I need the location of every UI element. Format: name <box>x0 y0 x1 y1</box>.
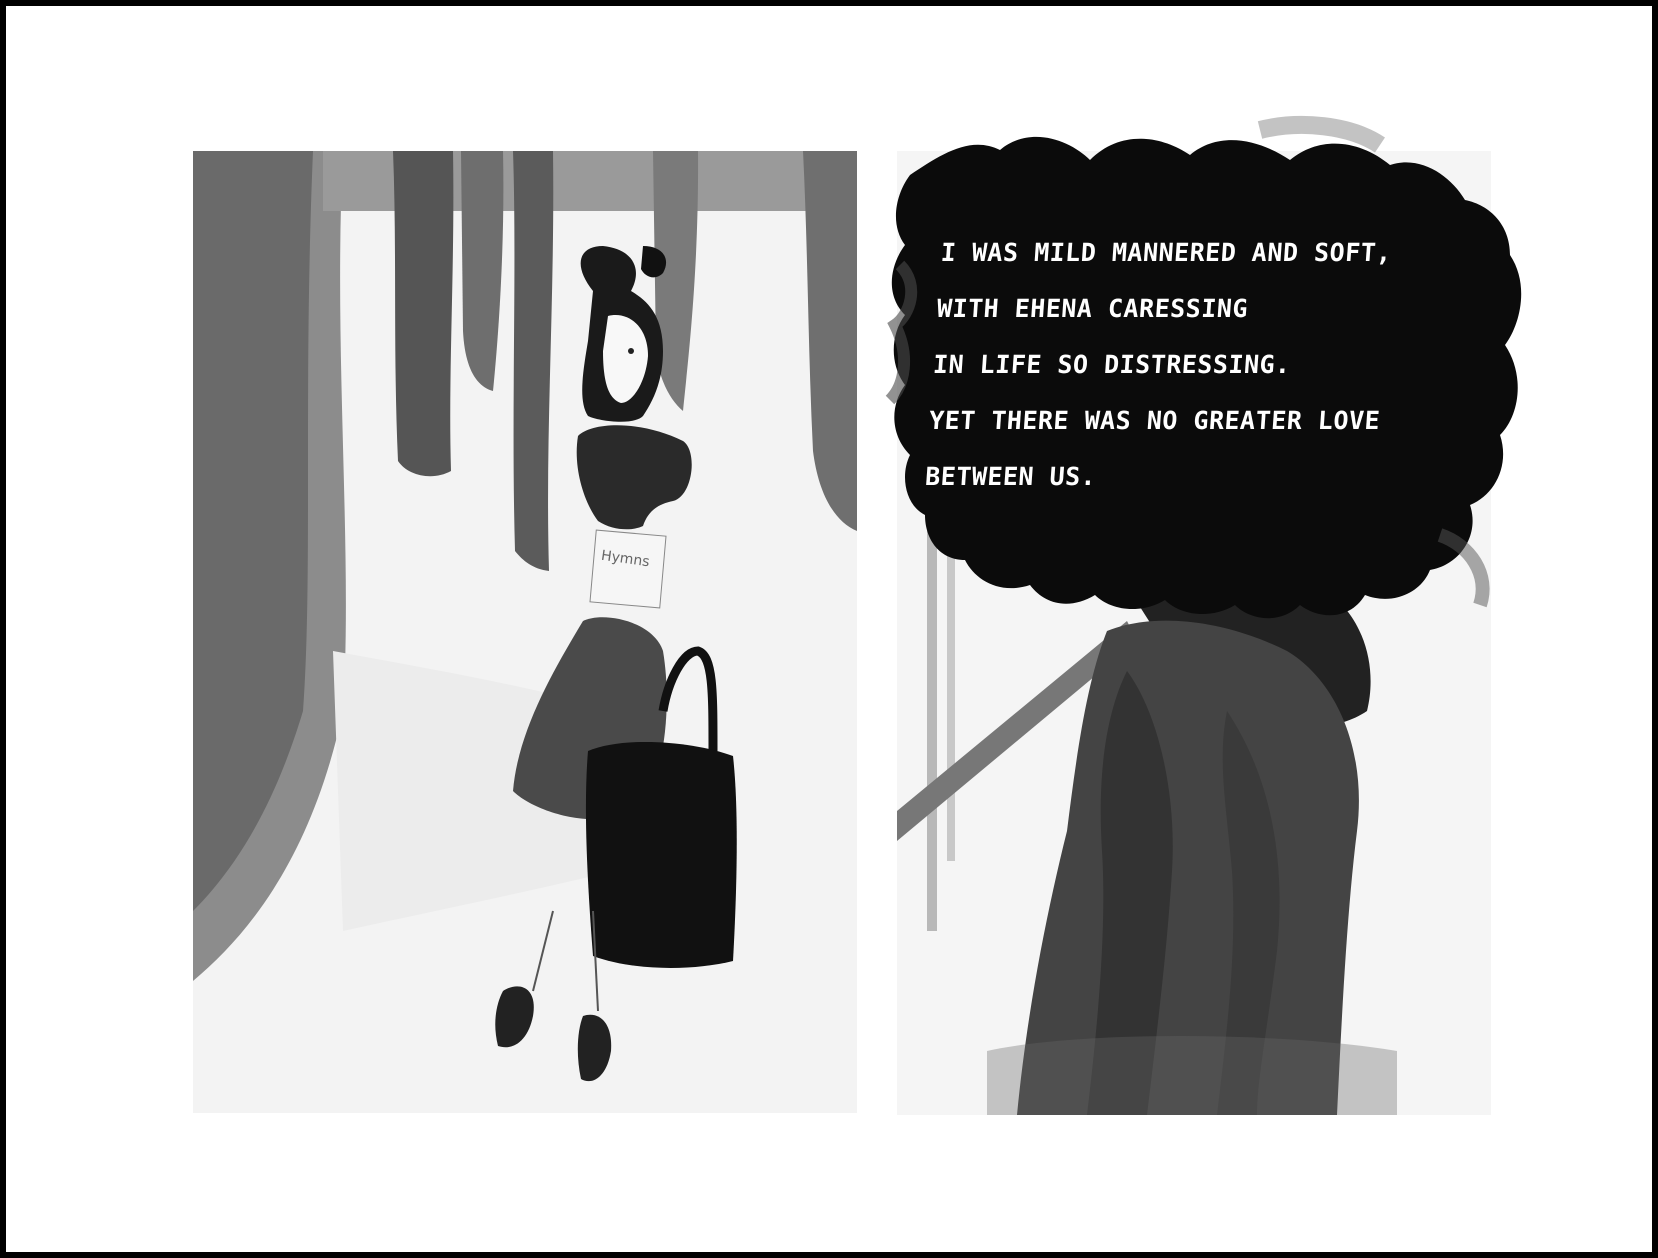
caption-line-3: IN LIFE SO DISTRESSING. <box>932 350 1292 379</box>
caption-line-2: WITH EHENA CARESSING <box>935 294 1249 323</box>
caption-line-1: I WAS MILD MANNERED AND SOFT, <box>939 238 1393 267</box>
caption-text-block <box>923 225 1503 505</box>
caption-ink-box <box>880 115 1540 635</box>
left-illustration-panel <box>193 151 857 1113</box>
girl-figure-illustration <box>193 151 857 1113</box>
hymns-book-label: Hymns <box>600 547 651 571</box>
caption-line-5: BETWEEN US. <box>924 462 1098 491</box>
caption-line-4: YET THERE WAS NO GREATER LOVE <box>928 406 1382 435</box>
